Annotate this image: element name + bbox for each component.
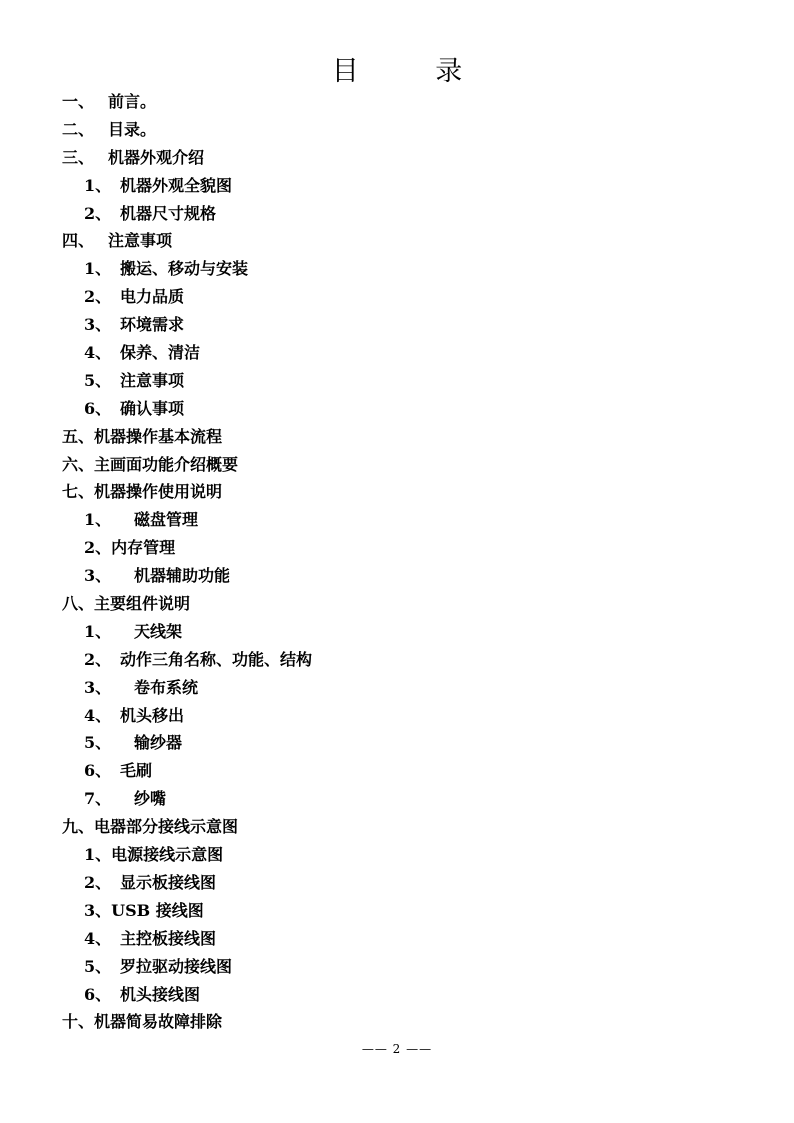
toc-entry-number: 2、: [84, 649, 112, 669]
toc-entry-number: 5、: [84, 370, 112, 390]
toc-entry-number: 6、: [84, 761, 112, 781]
toc-entry: [62, 646, 742, 674]
toc-entry-number: 7、: [84, 789, 112, 809]
toc-entry-number: 5、: [84, 956, 112, 976]
toc-entry: [62, 451, 742, 479]
toc-entry-number: 二、: [62, 119, 95, 139]
toc-entry-number: 3、: [84, 315, 112, 335]
toc-entry-number: 4、: [84, 343, 112, 363]
toc-entry-number: 三、: [62, 147, 95, 167]
toc-entry-number: 2、: [84, 203, 112, 223]
toc-entry-number: 1、: [84, 510, 112, 530]
toc-entry-text: 内存管理: [111, 538, 176, 558]
toc-entry: [62, 534, 742, 562]
toc-entry: [62, 200, 742, 228]
toc-entry: [62, 255, 742, 283]
toc-entry-number: 七、: [62, 482, 95, 502]
toc-entry-number: 九、: [62, 817, 95, 837]
toc-entry-text: 卷布系统: [134, 677, 199, 697]
toc-entry-text: USB 接线图: [111, 900, 204, 920]
toc-entry-text: 电源接线示意图: [111, 845, 224, 865]
toc-entry: [62, 1008, 742, 1036]
toc-entry-number: 1、: [84, 259, 112, 279]
toc-entry-text: 保养、清洁: [120, 343, 201, 363]
toc-entry: [62, 897, 742, 925]
toc-entry-text: 机器操作使用说明: [94, 482, 223, 502]
toc-entry-text: 注意事项: [108, 231, 173, 251]
toc-entry-text: 目录。: [108, 119, 157, 139]
toc-entry-text: 搬运、移动与安装: [120, 259, 249, 279]
toc-entry: [62, 339, 742, 367]
toc-entry: [62, 813, 742, 841]
toc-entry-number: 6、: [84, 984, 112, 1004]
toc-entry-text: 电器部分接线示意图: [94, 817, 239, 837]
toc-entry: [62, 562, 742, 590]
toc-entry: [62, 618, 742, 646]
toc-entry: [62, 116, 742, 144]
toc-entry: [62, 590, 742, 618]
toc-entry-number: 6、: [84, 398, 112, 418]
toc-entry-text: 机器外观介绍: [108, 147, 205, 167]
toc-entry-number: 1、: [84, 621, 112, 641]
toc-entry-text: 前言。: [108, 92, 157, 111]
toc-entry: [62, 423, 742, 451]
toc-entry-number: 六、: [62, 454, 95, 474]
toc-entry: [62, 869, 742, 897]
toc-entry-text: 动作三角名称、功能、结构: [120, 649, 313, 669]
toc-entry: [62, 478, 742, 506]
toc-entry: [62, 702, 742, 730]
toc-entry-number: 2、: [84, 538, 112, 558]
toc-entry-text: 显示板接线图: [120, 872, 217, 892]
toc-entry-text: 天线架: [134, 621, 183, 641]
toc-entry-text: 罗拉驱动接线图: [120, 956, 233, 976]
toc-entry: [62, 172, 742, 200]
toc-entry: [62, 395, 742, 423]
toc-entry-number: 5、: [84, 733, 112, 753]
toc-entry: [62, 88, 742, 116]
page-title: 目 录: [331, 56, 497, 87]
toc-entry-text: 环境需求: [120, 315, 185, 335]
toc-entry-text: 输纱器: [134, 733, 183, 753]
toc-entry-number: 2、: [84, 872, 112, 892]
toc-entry-text: 机器简易故障排除: [94, 1012, 223, 1032]
toc-entry: [62, 283, 742, 311]
toc-entry-text: 机器尺寸规格: [120, 203, 217, 223]
toc-entry: [62, 729, 742, 757]
toc-entry: [62, 953, 742, 981]
toc-entry: [62, 841, 742, 869]
toc-entry: [62, 506, 742, 534]
toc-entry-number: 十、: [62, 1012, 95, 1032]
toc-entry-text: 机器操作基本流程: [94, 426, 223, 446]
toc-entry-text: 电力品质: [120, 287, 185, 307]
toc-entry-number: 五、: [62, 426, 95, 446]
toc-entry-number: 1、: [84, 845, 112, 865]
toc-entry-number: 2、: [84, 287, 112, 307]
toc-entry-number: 3、: [84, 677, 112, 697]
toc-entry-number: 四、: [62, 231, 95, 251]
toc-entry: [62, 367, 742, 395]
toc-entry-text: 主控板接线图: [120, 928, 217, 948]
toc-entry-text: 机器辅助功能: [134, 566, 231, 586]
toc-entry-number: 1、: [84, 175, 112, 195]
toc-entry-text: 机器外观全貌图: [120, 175, 233, 195]
toc-entry-text: 磁盘管理: [134, 510, 199, 530]
toc-entry-text: 机头接线图: [120, 984, 201, 1004]
toc-entry: [62, 227, 742, 255]
toc-entry: [62, 785, 742, 813]
toc-entry: [62, 144, 742, 172]
toc-entry: [62, 311, 742, 339]
toc-entry-text: 纱嘴: [134, 789, 167, 809]
toc-entry-text: 主画面功能介绍概要: [94, 454, 239, 474]
toc-entry-number: 3、: [84, 900, 112, 920]
toc-entry-number: 3、: [84, 566, 112, 586]
toc-entry-text: 主要组件说明: [94, 594, 191, 614]
page-number: —— 2 ——: [361, 1042, 433, 1056]
toc-entry-number: 一、: [62, 92, 95, 111]
toc-entry-number: 八、: [62, 594, 95, 614]
toc-entry: [62, 757, 742, 785]
toc-entry-text: 毛刷: [120, 761, 153, 781]
toc-entry: [62, 981, 742, 1009]
toc-entry-number: 4、: [84, 705, 112, 725]
toc-entry-text: 注意事项: [120, 370, 185, 390]
toc-entry-number: 4、: [84, 928, 112, 948]
toc-entry-text: 确认事项: [120, 398, 185, 418]
table-of-contents: [62, 88, 742, 1036]
toc-entry-text: 机头移出: [120, 705, 185, 725]
toc-entry: [62, 925, 742, 953]
toc-entry: [62, 674, 742, 702]
